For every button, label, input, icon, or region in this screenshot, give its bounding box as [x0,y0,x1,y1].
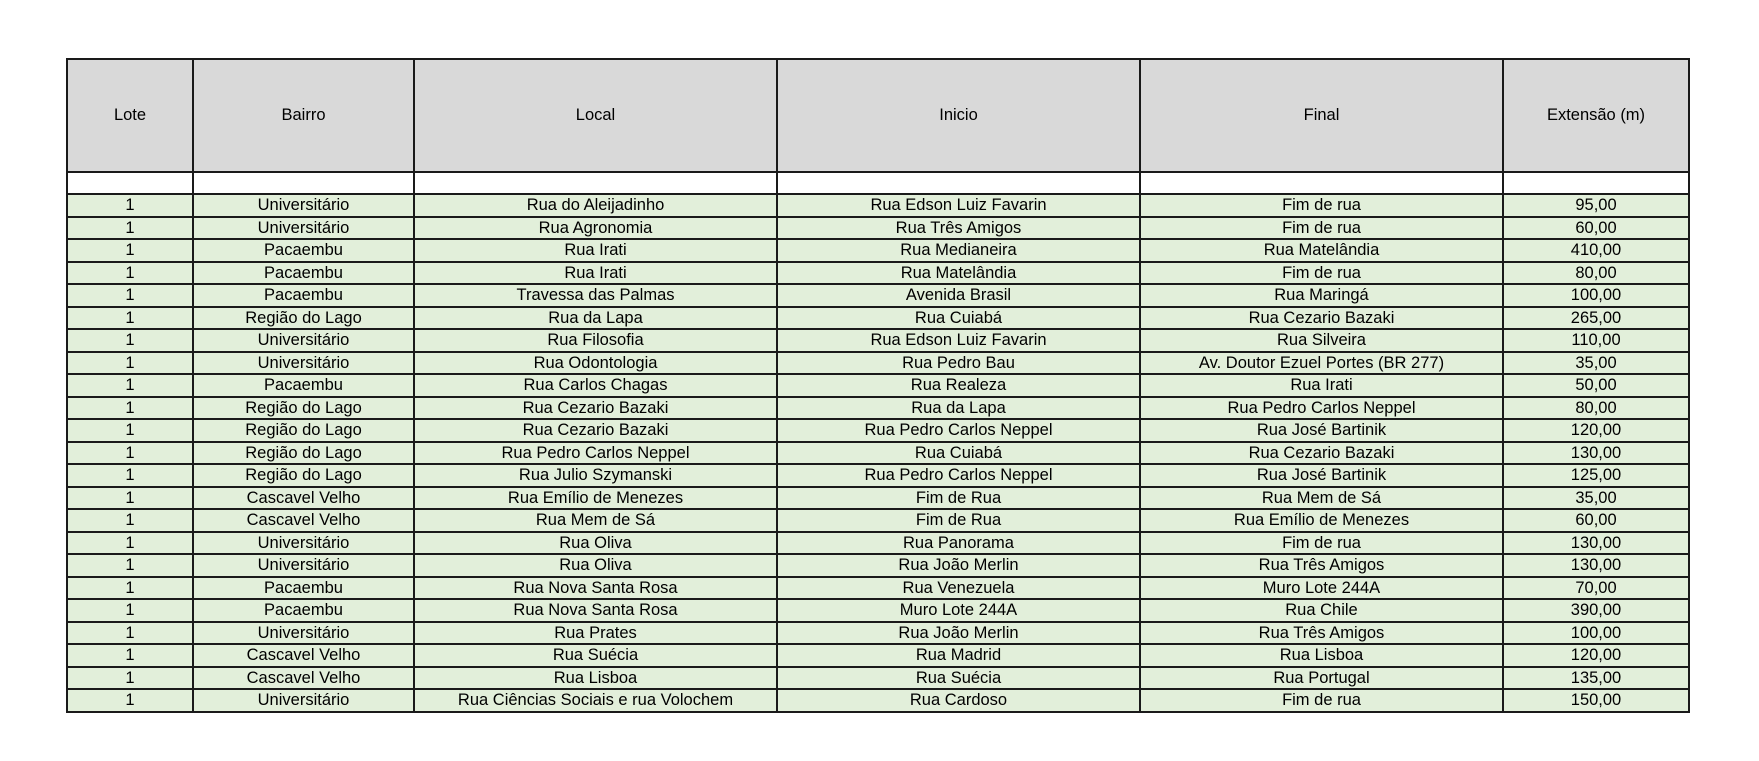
cell-final: Fim de rua [1140,532,1503,555]
cell-bairro: Universitário [193,622,414,645]
cell-lote: 1 [67,307,193,330]
cell-extensao: 390,00 [1503,599,1689,622]
cell-bairro: Universitário [193,329,414,352]
cell-bairro: Pacaembu [193,374,414,397]
table-row [67,442,1689,465]
cell-bairro: Universitário [193,194,414,217]
cell-inicio: Rua Cuiabá [777,442,1140,465]
cell-local: Rua da Lapa [414,307,777,330]
cell-bairro: Universitário [193,554,414,577]
table-row [67,307,1689,330]
cell-final: Rua Três Amigos [1140,622,1503,645]
cell-bairro: Pacaembu [193,262,414,285]
table-row [67,464,1689,487]
cell-bairro: Região do Lago [193,307,414,330]
cell-local: Travessa das Palmas [414,284,777,307]
cell-lote: 1 [67,622,193,645]
cell-inicio: Rua Pedro Carlos Neppel [777,464,1140,487]
cell-lote: 1 [67,217,193,240]
cell-final: Fim de rua [1140,217,1503,240]
cell-final: Rua José Bartinik [1140,419,1503,442]
cell-extensao: 35,00 [1503,352,1689,375]
table-row [67,689,1689,712]
cell-inicio: Avenida Brasil [777,284,1140,307]
cell-inicio: Rua Pedro Carlos Neppel [777,419,1140,442]
cell-extensao: 130,00 [1503,554,1689,577]
cell-lote: 1 [67,352,193,375]
cell-inicio: Rua Madrid [777,644,1140,667]
cell-inicio: Rua Cardoso [777,689,1140,712]
cell-inicio: Rua Três Amigos [777,217,1140,240]
cell-final: Rua Mem de Sá [1140,487,1503,510]
cell-local: Rua Oliva [414,532,777,555]
cell-lote: 1 [67,464,193,487]
cell-final: Rua Cezario Bazaki [1140,442,1503,465]
cell-extensao: 410,00 [1503,239,1689,262]
cell-extensao: 35,00 [1503,487,1689,510]
cell-inicio: Rua Cuiabá [777,307,1140,330]
cell-inicio: Rua Venezuela [777,577,1140,600]
cell-extensao: 60,00 [1503,509,1689,532]
cell-local: Rua Mem de Sá [414,509,777,532]
cell-local: Rua Emílio de Menezes [414,487,777,510]
cell-extensao: 130,00 [1503,532,1689,555]
table-row [67,419,1689,442]
table-row [67,194,1689,217]
table-row [67,487,1689,510]
cell-bairro: Região do Lago [193,442,414,465]
table-row [67,509,1689,532]
table-row [67,667,1689,690]
cell-extensao: 120,00 [1503,419,1689,442]
streets-table [66,58,1690,713]
cell-local: Rua Julio Szymanski [414,464,777,487]
table-row [67,622,1689,645]
cell-local: Rua Agronomia [414,217,777,240]
cell-final: Fim de rua [1140,689,1503,712]
cell-lote: 1 [67,644,193,667]
cell-final: Muro Lote 244A [1140,577,1503,600]
table-row [67,644,1689,667]
cell-inicio: Fim de Rua [777,487,1140,510]
table-row [67,239,1689,262]
header-bairro: Bairro [193,59,414,172]
table-row [67,262,1689,285]
cell-final: Rua Irati [1140,374,1503,397]
cell-bairro: Cascavel Velho [193,667,414,690]
cell-bairro: Universitário [193,689,414,712]
cell-final: Av. Doutor Ezuel Portes (BR 277) [1140,352,1503,375]
cell-bairro: Universitário [193,352,414,375]
cell-final: Rua Chile [1140,599,1503,622]
cell-inicio: Rua Edson Luiz Favarin [777,329,1140,352]
cell-lote: 1 [67,577,193,600]
header-inicio: Inicio [777,59,1140,172]
cell-final: Rua José Bartinik [1140,464,1503,487]
cell-bairro: Região do Lago [193,464,414,487]
cell-local: Rua Carlos Chagas [414,374,777,397]
cell-bairro: Pacaembu [193,239,414,262]
cell-extensao: 80,00 [1503,397,1689,420]
cell-inicio: Rua Edson Luiz Favarin [777,194,1140,217]
cell-inicio: Fim de Rua [777,509,1140,532]
cell-final: Fim de rua [1140,262,1503,285]
cell-final: Rua Três Amigos [1140,554,1503,577]
cell-final: Fim de rua [1140,194,1503,217]
cell-inicio: Rua Matelândia [777,262,1140,285]
cell-inicio: Rua Realeza [777,374,1140,397]
cell-final: Rua Cezario Bazaki [1140,307,1503,330]
cell-extensao: 265,00 [1503,307,1689,330]
cell-final: Rua Portugal [1140,667,1503,690]
cell-inicio: Rua da Lapa [777,397,1140,420]
cell-lote: 1 [67,194,193,217]
cell-lote: 1 [67,667,193,690]
cell-local: Rua Nova Santa Rosa [414,577,777,600]
cell-local: Rua Pedro Carlos Neppel [414,442,777,465]
cell-lote: 1 [67,487,193,510]
cell-lote: 1 [67,599,193,622]
cell-local: Rua Ciências Sociais e rua Volochem [414,689,777,712]
cell-inicio: Rua Pedro Bau [777,352,1140,375]
cell-final: Rua Pedro Carlos Neppel [1140,397,1503,420]
cell-final: Rua Maringá [1140,284,1503,307]
cell-extensao: 60,00 [1503,217,1689,240]
cell-local: Rua Oliva [414,554,777,577]
blank-cell [67,172,193,194]
table-row [67,352,1689,375]
cell-extensao: 70,00 [1503,577,1689,600]
cell-inicio: Muro Lote 244A [777,599,1140,622]
cell-lote: 1 [67,532,193,555]
cell-bairro: Universitário [193,217,414,240]
cell-lote: 1 [67,284,193,307]
blank-cell [777,172,1140,194]
header-local: Local [414,59,777,172]
cell-local: Rua Irati [414,239,777,262]
table-body [67,172,1689,712]
cell-extensao: 135,00 [1503,667,1689,690]
cell-final: Rua Matelândia [1140,239,1503,262]
table-row [67,577,1689,600]
header-final: Final [1140,59,1503,172]
blank-cell [1503,172,1689,194]
cell-local: Rua Suécia [414,644,777,667]
cell-extensao: 120,00 [1503,644,1689,667]
cell-local: Rua Cezario Bazaki [414,397,777,420]
cell-lote: 1 [67,374,193,397]
cell-extensao: 80,00 [1503,262,1689,285]
cell-bairro: Pacaembu [193,599,414,622]
cell-lote: 1 [67,329,193,352]
blank-cell [1140,172,1503,194]
table-row [67,532,1689,555]
cell-bairro: Pacaembu [193,284,414,307]
cell-inicio: Rua Suécia [777,667,1140,690]
cell-extensao: 150,00 [1503,689,1689,712]
table-row [67,374,1689,397]
cell-bairro: Pacaembu [193,577,414,600]
cell-lote: 1 [67,554,193,577]
table-row [67,554,1689,577]
cell-local: Rua do Aleijadinho [414,194,777,217]
cell-inicio: Rua João Merlin [777,554,1140,577]
cell-final: Rua Silveira [1140,329,1503,352]
cell-extensao: 95,00 [1503,194,1689,217]
cell-extensao: 100,00 [1503,284,1689,307]
cell-local: Rua Nova Santa Rosa [414,599,777,622]
blank-row [67,172,1689,194]
cell-bairro: Cascavel Velho [193,487,414,510]
cell-bairro: Cascavel Velho [193,509,414,532]
table-row [67,217,1689,240]
cell-local: Rua Filosofia [414,329,777,352]
cell-local: Rua Irati [414,262,777,285]
cell-extensao: 100,00 [1503,622,1689,645]
cell-local: Rua Prates [414,622,777,645]
cell-extensao: 125,00 [1503,464,1689,487]
cell-final: Rua Lisboa [1140,644,1503,667]
cell-extensao: 50,00 [1503,374,1689,397]
cell-extensao: 110,00 [1503,329,1689,352]
table-row [67,599,1689,622]
cell-bairro: Região do Lago [193,397,414,420]
header-extensao: Extensão (m) [1503,59,1689,172]
cell-lote: 1 [67,397,193,420]
table-row [67,397,1689,420]
cell-inicio: Rua Medianeira [777,239,1140,262]
cell-bairro: Região do Lago [193,419,414,442]
table-row [67,284,1689,307]
cell-extensao: 130,00 [1503,442,1689,465]
cell-lote: 1 [67,689,193,712]
cell-bairro: Universitário [193,532,414,555]
cell-lote: 1 [67,509,193,532]
cell-lote: 1 [67,442,193,465]
cell-final: Rua Emílio de Menezes [1140,509,1503,532]
blank-cell [414,172,777,194]
cell-bairro: Cascavel Velho [193,644,414,667]
header-row [67,59,1689,172]
cell-local: Rua Odontologia [414,352,777,375]
cell-lote: 1 [67,419,193,442]
cell-inicio: Rua Panorama [777,532,1140,555]
blank-cell [193,172,414,194]
cell-lote: 1 [67,262,193,285]
cell-inicio: Rua João Merlin [777,622,1140,645]
cell-local: Rua Cezario Bazaki [414,419,777,442]
table-row [67,329,1689,352]
cell-lote: 1 [67,239,193,262]
header-lote: Lote [67,59,193,172]
cell-local: Rua Lisboa [414,667,777,690]
